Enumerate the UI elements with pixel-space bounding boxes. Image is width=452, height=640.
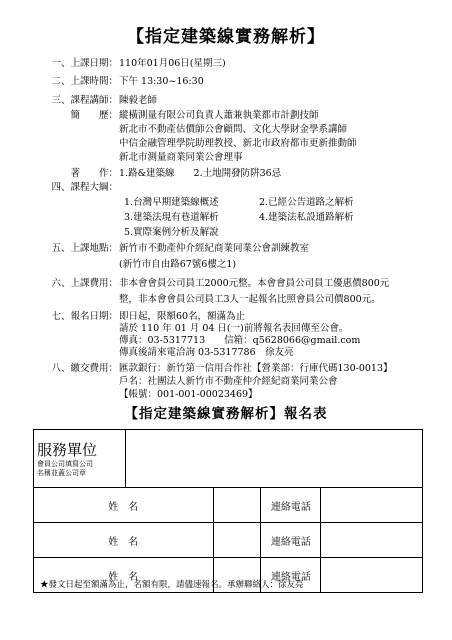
place-label: 五、上課地點：: [51, 243, 118, 254]
attendee-row: [34, 523, 423, 558]
resume-line: 新北市測量商業同業公會理事: [119, 152, 243, 163]
unit-note: 名稱並蓋公司章: [37, 468, 86, 477]
outline-item: 5.實際案例分析及解說: [124, 227, 219, 238]
resume-line: 新北市不動產估價師公會顧問、文化大學財金學系講師: [119, 124, 348, 135]
date-label: 一、上課日期：: [51, 58, 118, 69]
phone-label: 連絡電話: [270, 501, 311, 513]
footer-note: ★發文日起至額滿為止，名額有限，請儘速報名。承辦聯絡人：徐友亮: [40, 580, 304, 590]
payment-line: 匯款銀行：新竹第一信用合作社【營業部：行庫代碼130-0013】: [119, 363, 393, 374]
phone-label: 連絡電話: [270, 536, 311, 548]
phone-input-cell[interactable]: [321, 558, 423, 593]
fee-label: 六、上課費用：: [51, 278, 118, 289]
place-line: 新竹市不動產仲介經紀商業同業公會訓練教室: [119, 243, 310, 254]
name-input-cell[interactable]: [213, 488, 261, 523]
unit-input-cell[interactable]: [125, 430, 422, 488]
teacher-label: 三、課程講師：: [51, 95, 118, 106]
resume-label: 簡 歷：: [70, 110, 118, 121]
attendee-row: [34, 488, 423, 523]
unit-label-cell: [34, 430, 126, 488]
signup-line: 傳真：03-5317713 信箱：q5628066@gmail.com: [119, 335, 361, 346]
phone-label-cell: [261, 523, 321, 558]
works-label: 著 作：: [70, 168, 118, 179]
phone-label-cell: [261, 488, 321, 523]
date-value: 110年01月06日(星期三): [119, 58, 226, 69]
signup-line: 請於 110 年 01 月 04 日(一)前將報名表回傳至公會。: [119, 323, 349, 334]
name-label: 姓 名: [108, 501, 139, 513]
fee-line: 非本會會員公司員工2000元整。本會會員公司員工優惠價800元: [119, 278, 390, 289]
fee-line: 整，非本會會員公司員工3人一起報名比照會員公司價800元。: [119, 294, 381, 305]
phone-input-cell[interactable]: [321, 523, 423, 558]
signup-line: 傳真後請來電洽詢 03-5317786 徐友亮: [119, 347, 294, 358]
place-line: (新竹市自由路67號6樓之1): [119, 259, 237, 270]
name-label-cell: [34, 488, 214, 523]
name-label: 姓 名: [108, 571, 139, 583]
signup-line: 即日起，限額60名，額滿為止: [119, 311, 246, 322]
outline-item: 1.台灣早期建築線概述: [124, 197, 219, 208]
form-title: 【指定建築線實務解析】報名表: [124, 406, 328, 422]
unit-note: 會員公司填寫公司: [37, 459, 93, 468]
page-title: 【指定建築線實務解析】: [127, 27, 325, 47]
outline-item: 4.建築法私設通路解析: [259, 212, 354, 223]
payment-line: 戶名：社團法人新竹市不動產仲介經紀商業同業公會: [119, 376, 338, 387]
time-label: 二、上課時間：: [51, 76, 118, 87]
registration-form-table: [33, 429, 423, 593]
phone-input-cell[interactable]: [321, 488, 423, 523]
outline-item: 2.已經公告道路之解析: [259, 197, 354, 208]
time-value: 下午 13:30~16:30: [119, 76, 204, 87]
outline-item: 3.建築法現有巷道解析: [124, 212, 219, 223]
unit-row: [34, 430, 423, 488]
outline-label: 四、課程大綱：: [51, 182, 118, 193]
resume-line: 中信金融管理學院助理教授、新北市政府都市更新推動師: [119, 138, 357, 149]
payment-label: 八、繳交費用：: [51, 363, 118, 374]
signup-label: 七、報名日期：: [51, 311, 118, 322]
phone-label: 連絡電話: [270, 571, 311, 583]
name-label-cell: [34, 523, 214, 558]
name-input-cell[interactable]: [213, 523, 261, 558]
unit-label: 服務單位: [37, 440, 98, 459]
works-value: 1.路&建築線 2.土地開發防阱36忌: [119, 168, 282, 179]
name-label: 姓 名: [108, 536, 139, 548]
payment-line: 【帳號：001-001-00023469】: [119, 389, 258, 400]
resume-line: 縱橫測量有限公司負責人蕭兼執業都市計劃技師: [119, 110, 319, 121]
teacher-value: 陳毅老師: [119, 95, 158, 106]
